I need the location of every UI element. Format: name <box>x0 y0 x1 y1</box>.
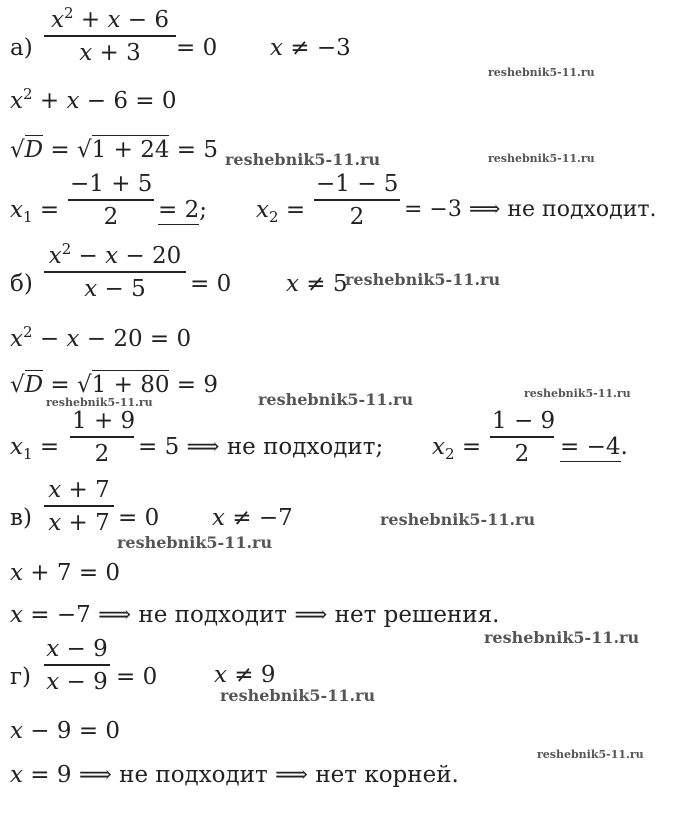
no-roots-g: нет корней. <box>315 762 459 788</box>
x1-result-a: = 2; <box>158 197 207 223</box>
x2-label-a: $x_2$ = <box>256 197 306 226</box>
no-solution-v: нет решения. <box>334 602 500 628</box>
part-g-label: г) <box>10 664 32 690</box>
fraction-x1-a: $\frac{-1 + 5}{2}$ <box>70 171 153 230</box>
watermark: reshebnik5-11.ru <box>46 396 153 409</box>
fraction-g: $\frac{x - 9}{x - 9}$ <box>44 638 110 694</box>
fraction-x2-b: $\frac{1 - 9}{2}$ <box>492 408 556 467</box>
domain-b: x ≠ 5 <box>286 271 348 297</box>
not-fit-b: не подходит <box>226 434 376 460</box>
fraction-v: $\frac{x + 7}{x + 7}$ <box>44 479 114 535</box>
watermark: reshebnik5-11.ru <box>258 390 414 409</box>
watermark: reshebnik5-11.ru <box>524 387 631 400</box>
fraction-x1-b: $\frac{1 + 9}{2}$ <box>72 408 136 467</box>
watermark: reshebnik5-11.ru <box>225 150 381 169</box>
part-b-label: б) <box>10 271 33 297</box>
conclusion-v: x = −7 ⟹ не подходит ⟹ нет решения. <box>10 602 500 628</box>
domain-a: x ≠ −3 <box>270 35 351 61</box>
x1-label-a: $x_1$ = <box>10 197 60 226</box>
part-v-label: в) <box>10 505 32 531</box>
equals-zero-b: = 0 <box>190 271 232 297</box>
equation-v: x + 7 = 0 <box>10 560 121 586</box>
watermark: reshebnik5-11.ru <box>484 628 640 647</box>
discriminant-a: √D = √1 + 24 = 5 <box>10 137 218 163</box>
equals-zero-a: = 0 <box>176 35 218 61</box>
not-fit-g: не подходит <box>119 762 268 788</box>
domain-v: x ≠ −7 <box>212 505 293 531</box>
x2-result-b: = −4. <box>560 434 628 460</box>
discriminant-b: √D = √1 + 80 = 9 <box>10 372 218 398</box>
watermark: reshebnik5-11.ru <box>117 533 273 552</box>
equals-zero-v: = 0 <box>118 505 160 531</box>
watermark: reshebnik5-11.ru <box>488 152 595 165</box>
watermark: reshebnik5-11.ru <box>345 270 501 289</box>
x1-result-b: = 5 ⟹ не подходит; <box>138 434 384 460</box>
equation-a: $x^2 + x - 6 = 0$ <box>10 85 177 114</box>
watermark: reshebnik5-11.ru <box>537 748 644 761</box>
x1-label-b: $x_1$ = <box>10 434 60 463</box>
fraction-b: $\frac{x^2 - x - 20}{x - 5}$ <box>44 245 186 301</box>
not-fit-v: не подходит <box>138 602 288 628</box>
watermark: reshebnik5-11.ru <box>488 66 595 79</box>
domain-g: x ≠ 9 <box>214 662 276 688</box>
fraction-x2-a: $\frac{-1 - 5}{2}$ <box>316 171 399 230</box>
equation-b: $x^2 - x - 20 = 0$ <box>10 323 192 352</box>
x2-result-a: = −3 ⟹ не подходит. <box>404 197 657 222</box>
x2-label-b: $x_2$ = <box>432 434 482 463</box>
part-a-label: а) <box>10 35 33 61</box>
conclusion-g: x = 9 ⟹ не подходит ⟹ нет корней. <box>10 762 459 788</box>
equation-g: x − 9 = 0 <box>10 718 121 744</box>
equals-zero-g: = 0 <box>116 664 158 690</box>
fraction-a: $\frac{x^2 + x - 6}{x + 3}$ <box>44 9 176 65</box>
watermark: reshebnik5-11.ru <box>380 510 536 529</box>
watermark: reshebnik5-11.ru <box>220 686 376 705</box>
